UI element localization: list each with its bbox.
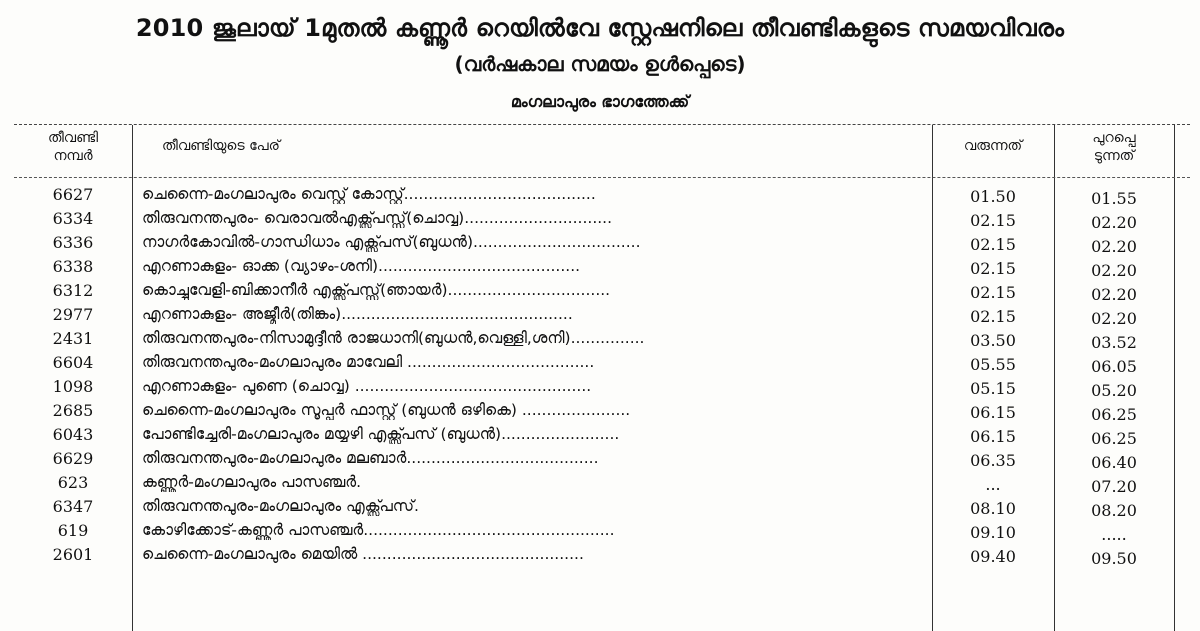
train-name: എറണാകുളം- ഓക്ക (വ്യാഴം-ശനി)......................................... xyxy=(142,257,581,275)
train-number: 2431 xyxy=(52,329,94,348)
table-row xyxy=(14,351,1190,374)
table-row xyxy=(14,519,1190,542)
page-title: 2010 ജൂലായ് 1മുതൽ കണ്ണൂർ റെയിൽവേ സ്റ്റേഷനിലെ തീവണ്ടികളുടെ സമയവിവരം xyxy=(135,14,1065,42)
departure-time: 02.20 xyxy=(1091,261,1137,280)
table-row xyxy=(14,423,1190,446)
table-row xyxy=(14,303,1190,326)
arrival-time: 09.10 xyxy=(970,523,1016,542)
train-number: 6629 xyxy=(52,449,94,468)
arrival-time: 01.50 xyxy=(970,187,1016,206)
train-number: 6604 xyxy=(52,353,94,372)
arrival-time: 03.50 xyxy=(970,331,1016,350)
header-divider xyxy=(14,177,1190,178)
train-name: കൊച്ചുവേളി-ബിക്കാനീർ എക്സ്പ്രസ്സ്(ഞായർ)................................. xyxy=(142,281,611,299)
arrival-time: 09.40 xyxy=(970,547,1016,566)
train-name: തിരുവനന്തപുരം-മംഗലാപുരം മലബാർ....................................... xyxy=(142,449,599,467)
departure-time: 06.40 xyxy=(1091,453,1137,472)
table-row xyxy=(14,399,1190,422)
departure-time: 02.20 xyxy=(1091,237,1137,256)
table-row xyxy=(14,543,1190,566)
header-departure-line1: പുറപ്പെ xyxy=(1092,130,1136,146)
header-departure xyxy=(1054,129,1174,165)
train-number: 6338 xyxy=(52,257,94,276)
departure-time: 08.20 xyxy=(1091,501,1137,520)
train-name: എറണാകുളം- പുണെ (ചൊവ്വ) ................................................ xyxy=(142,377,592,395)
table-row xyxy=(14,471,1190,494)
train-number: 6336 xyxy=(52,233,94,252)
departure-time: 03.52 xyxy=(1091,333,1137,352)
train-name: തിരുവനന്തപുരം-നിസാമുദ്ദീൻ രാജധാനി(ബുധൻ,വെള്ളി,ശനി)............... xyxy=(142,329,645,347)
train-number: 1098 xyxy=(52,377,94,396)
header-arrival: വരുന്നത് xyxy=(963,138,1023,154)
table-row xyxy=(14,495,1190,518)
arrival-time: 08.10 xyxy=(970,499,1016,518)
header-departure-line2: ടുന്നത് xyxy=(1093,148,1135,164)
train-name: എറണാകുളം- അജ്മീർ(തിങ്കം)............................................... xyxy=(142,305,573,323)
timetable xyxy=(14,124,1190,631)
arrival-time: 02.15 xyxy=(970,307,1016,326)
train-number: 2601 xyxy=(52,545,94,564)
departure-time: 07.20 xyxy=(1091,477,1137,496)
table-row xyxy=(14,231,1190,254)
train-name: ചെന്നൈ-മംഗലാപുരം മെയിൽ ............................................. xyxy=(142,545,584,563)
departure-time: 05.20 xyxy=(1091,381,1137,400)
train-number: 6627 xyxy=(52,185,94,204)
arrival-time: 02.15 xyxy=(970,259,1016,278)
train-name: തിരുവനന്തപുരം-മംഗലാപുരം മാവേലി ...................................... xyxy=(142,353,595,371)
departure-time: 06.05 xyxy=(1091,357,1137,376)
table-row xyxy=(14,327,1190,350)
arrival-time: 06.15 xyxy=(970,403,1016,422)
train-number: 6347 xyxy=(52,497,94,516)
departure-time: ..... xyxy=(1101,525,1127,544)
train-name: കോഴിക്കോട്-കണ്ണൂർ പാസഞ്ചർ................................................... xyxy=(142,521,615,539)
departure-time: 06.25 xyxy=(1091,405,1137,424)
direction-heading: മംഗലാപുരം ഭാഗത്തേക്ക് xyxy=(510,92,690,111)
table-row xyxy=(14,255,1190,278)
header-train-name: തീവണ്ടിയുടെ പേര് xyxy=(162,138,280,154)
departure-time: 02.20 xyxy=(1091,309,1137,328)
departure-time: 09.50 xyxy=(1091,549,1137,568)
train-number: 6043 xyxy=(52,425,94,444)
train-name: നാഗർകോവിൽ-ഗാന്ധിധാം എക്സ്പ്രസ്(ബുധൻ).................................. xyxy=(142,233,641,251)
arrival-time: 02.15 xyxy=(970,235,1016,254)
arrival-time: 02.15 xyxy=(970,283,1016,302)
header-train-number xyxy=(14,129,132,165)
train-number: 619 xyxy=(57,521,89,540)
page-subtitle: (വർഷകാല സമയം ഉൾപ്പെടെ) xyxy=(454,52,746,76)
train-name: തിരുവനന്തപുരം- വെരാവൽഎക്സ്പ്രസ്സ്(ചൊവ്വ).............................. xyxy=(142,209,613,227)
arrival-time: 06.35 xyxy=(970,451,1016,470)
table-row xyxy=(14,375,1190,398)
table-row xyxy=(14,207,1190,230)
departure-time: 02.20 xyxy=(1091,213,1137,232)
train-name: ചെന്നൈ-മംഗലാപുരം സൂപ്പർ ഫാസ്റ്റ് (ബുധൻ ഒഴികെ) ...................... xyxy=(142,401,631,419)
train-number: 2977 xyxy=(52,305,94,324)
header-train-number-line1: തീവണ്ടി xyxy=(47,130,99,146)
table-row xyxy=(14,183,1190,206)
train-name: പോണ്ടിച്ചേരി-മംഗലാപുരം മയ്യഴി എക്സ്പ്രസ് (ബുധൻ)........................ xyxy=(142,425,620,443)
header-train-number-line2: നമ്പർ xyxy=(53,148,93,164)
arrival-time: 02.15 xyxy=(970,211,1016,230)
train-name: കണ്ണൂർ-മംഗലാപുരം പാസഞ്ചർ. xyxy=(142,473,362,491)
train-number: 2685 xyxy=(52,401,94,420)
departure-time: 01.55 xyxy=(1091,189,1137,208)
departure-time: 06.25 xyxy=(1091,429,1137,448)
arrival-time: 05.55 xyxy=(970,355,1016,374)
arrival-time: 06.15 xyxy=(970,427,1016,446)
table-row xyxy=(14,447,1190,470)
departure-time: 02.20 xyxy=(1091,285,1137,304)
arrival-time: ... xyxy=(985,475,1001,494)
train-number: 623 xyxy=(57,473,89,492)
train-name: ചെന്നൈ-മംഗലാപുരം വെസ്റ്റ് കോസ്റ്റ്....................................... xyxy=(142,185,596,203)
train-number: 6334 xyxy=(52,209,94,228)
table-row xyxy=(14,279,1190,302)
train-name: തിരുവനന്തപുരം-മംഗലാപുരം എക്സ്പ്രസ്. xyxy=(142,497,419,515)
arrival-time: 05.15 xyxy=(970,379,1016,398)
train-number: 6312 xyxy=(52,281,94,300)
